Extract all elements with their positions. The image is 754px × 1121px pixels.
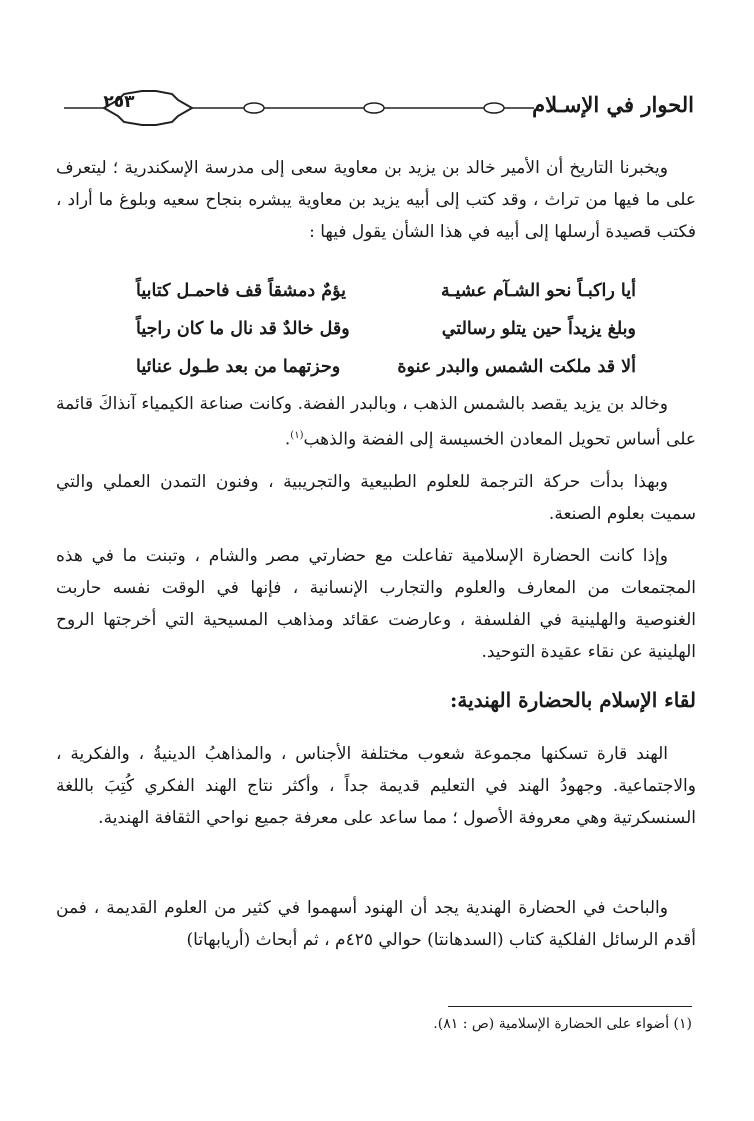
paragraph-3 <box>56 466 696 530</box>
poem <box>136 272 636 386</box>
verse-3 <box>136 348 636 386</box>
paragraph-1 <box>56 152 696 248</box>
verse-3-second-half: وحزتهما من بعد طـول عنائيا <box>136 357 341 377</box>
paragraph-text: وبهذا بدأت حركة الترجمة للعلوم الطبيعية والتجريبية ، وفنون التمدن العملي والتي سميت بعلوم الصنعة. <box>56 472 696 524</box>
paragraph-6 <box>56 892 696 956</box>
verse-1-first-half: أيا راكبـاً نحو الشـآم عشيـة <box>441 281 636 301</box>
paragraph-2-text: وخالد بن يزيد يقصد بالشمس الذهب ، وبالبدر الفضة. وكانت صناعة الكيمياء آنذاكَ قائمة على أساس تحويل المعادن الخسيسة إلى الفضة والذهب <box>56 394 696 450</box>
paragraph-4 <box>56 540 696 668</box>
paragraph-text: والباحث في الحضارة الهندية يجد أن الهنود أسهموا في كثير من العلوم القديمة ، فمن أقدم الرسائل الفلكية كتاب (السدهانتا) حوالي ٤٢٥م ، ثم أبحاث (أريابهاتا) <box>56 898 696 950</box>
paragraph-text: الهند قارة تسكنها مجموعة شعوب مختلفة الأجناس ، والمذاهبُ الدينيةُ ، والفكرية ، والاجتماعية. وجهودُ الهند في التعليم قديمة جداً ، وأكثر نتاج الهند الفكري كُتِبَ باللغة السنسكرتية وهي معروفة الأصول ؛ مما ساعد على معرفة جميع نواحي الثقافة الهندية. <box>56 744 696 828</box>
paragraph-2 <box>56 388 696 456</box>
running-title: الحوار في الإسـلام <box>532 92 694 117</box>
paragraph-text: ويخبرنا التاريخ أن الأمير خالد بن يزيد بن معاوية سعى إلى مدرسة الإسكندرية ؛ ليتعرف على ما فيها من تراث ، وقد كتب إلى أبيه يزيد بن معاوية يبشره بنجاح سعيه وبلوغ ما أراد ، فكتب قصيدة أرسلها إلى أبيه في هذا الشأن يقول فيها : <box>56 158 696 242</box>
footnote-ref[interactable]: (١) <box>290 430 304 441</box>
verse-1 <box>136 272 636 310</box>
verse-2 <box>136 310 636 348</box>
paragraph-text <box>56 388 696 456</box>
verse-3-first-half: ألا قد ملكت الشمس والبدر عنوة <box>397 357 636 377</box>
paragraph-text: وإذا كانت الحضارة الإسلامية تفاعلت مع حضارتي مصر والشام ، وتبنت ما في هذه المجتمعات من المعارف والعلوم والتجارب الإنسانية ، فإنها في الوقت نفسه حاربت الغنوصية والهلينية في الفلسفة ، وعارضت عقائد ومذاهب المسيحية التي أخرجتها الروح الهلينية عن نقاء عقيدة التوحيد. <box>56 546 696 662</box>
verse-2-first-half: وبلغ يزيداً حين يتلو رسالتي <box>441 319 636 339</box>
footnote-separator <box>448 1006 692 1007</box>
paragraph-5 <box>56 738 696 834</box>
verse-2-second-half: وقل خالدٌ قد نال ما كان راجياً <box>136 319 350 339</box>
page-header <box>64 86 694 130</box>
paragraph-2-end: . <box>284 429 291 450</box>
section-heading: لقاء الإسلام بالحضارة الهندية: <box>450 688 696 712</box>
footnote: (١) أضواء على الحضارة الإسلامية (ص : ٨١). <box>433 1016 692 1032</box>
verse-1-second-half: يؤمٌ دمشقاً قف فاحمـل كتابياً <box>136 281 346 301</box>
page-number: ٢٥٣ <box>103 92 135 112</box>
